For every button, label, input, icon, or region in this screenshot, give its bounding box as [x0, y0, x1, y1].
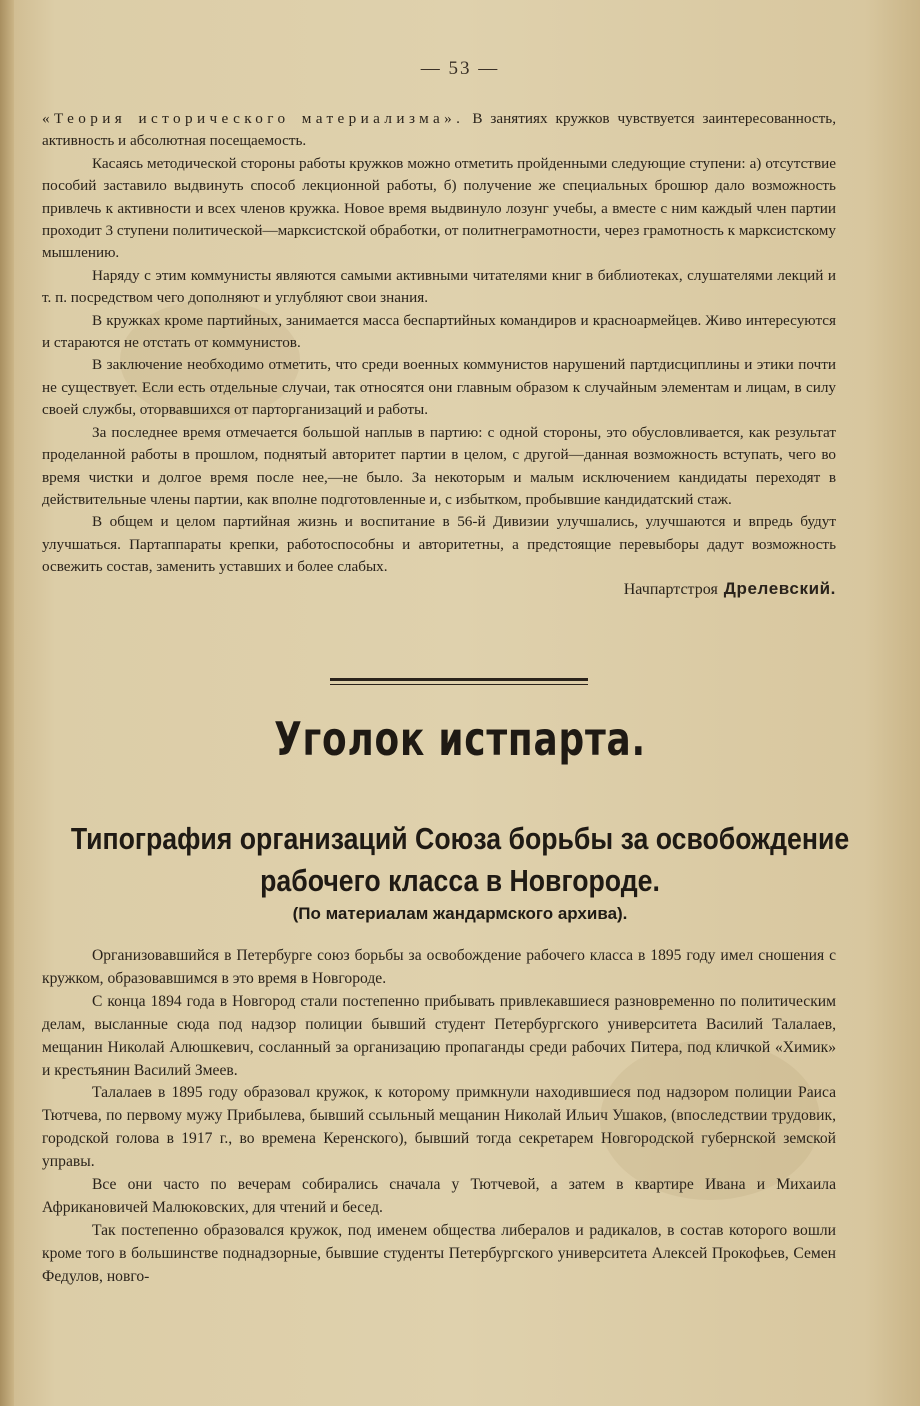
paragraph: С конца 1894 года в Новгород стали постепенно прибывать привлекавшиеся разновременно по политическим делам, высланные сюда под надзор полиции бывший студент Петербургского университета Василий Талалаев, мещанин Николай Алюшкевич, сосланный за организацию пропаганды среди рабочих Питера, под кличкой «Химик» и крестьянин Василий Змеев. — [42, 992, 836, 1079]
paragraph: Касаясь методической стороны работы кружков можно отметить пройденными следующие ступени: а) отсутствие пособий заставило выдвинуть способ лекционной работы, б) получение же специальных брошюр дало возможность привлечь к активности и всех членов кружка. Новое время выдвинуло лозунг учебы, а вместе с ним каждый член партии проходит 3 ступени политической—марксистской обработки, от политнеграмотности, через грамотность к марксистскому мышлению. — [42, 154, 836, 262]
paragraph: Наряду с этим коммунисты являются самыми активными читателями книг в библиотеках, слушателями лекций и т. п. посредством чего дополняют и углубляют свои знания. — [42, 266, 836, 307]
article-subtitle: (По материалам жандармского архива). — [292, 904, 628, 923]
section-divider-thin — [330, 684, 588, 685]
paragraph: В кружках кроме партийных, занимается масса беспартийных командиров и красноармейцев. Живо интересуются и стараются не отстать от коммунистов. — [42, 311, 836, 352]
paragraph: В общем и целом партийная жизнь и воспитание в 56-й Дивизии улучшались, улучшаются и впредь будут улучшаться. Партаппараты крепки, работоспособны и авторитетны, а предстоящие перевыборы дадут возможность освежить состав, заменить уставших и более слабых. — [42, 513, 836, 576]
article-title — [0, 818, 920, 902]
article-title-line-1: Типография организаций Союза борьбы за освобождение — [70, 821, 850, 856]
page-edge-shadow — [0, 0, 14, 1406]
page-number: — 53 — — [420, 58, 500, 79]
report-ending-section — [42, 108, 836, 599]
section-divider — [330, 678, 588, 681]
paragraph: В заключение необходимо отметить, что среди военных коммунистов нарушений партдисциплины и этики почти не существует. Если есть отдельные случаи, так относятся они главным образом к случайным элементам и лицам, в силу своей службы, оторвавшихся от парторганизаций и работы. — [42, 356, 836, 419]
paragraph: Организовавшийся в Петербурге союз борьбы за освобождение рабочего класса в 1895 году имел сношения с кружком, образовавшимся в это время в Новгороде. — [42, 947, 836, 987]
quoted-title: «Теория исторического материализма». — [42, 110, 465, 127]
article-title-line-2: рабочего класса в Новгороде. — [260, 863, 660, 898]
paragraph: Все они часто по вечерам собирались сначала у Тютчевой, а затем в квартире Ивана и Михаила Африкановичей Малюковских, для чтений и бесед. — [42, 1176, 836, 1216]
signature-line — [42, 579, 836, 599]
signer-name: Дрелевский. — [723, 578, 836, 598]
article-body — [42, 945, 836, 1289]
paragraph-text: В занятиях кружков чувствуется заинтересованность, активность и абсолютная посещаемость. — [42, 110, 836, 150]
paragraph: Талалаев в 1895 году образовал кружок, к которому примкнули находившиеся под надзором полиции Раиса Тютчева, по первому мужу Прибылева, бывший ссыльный мещанин Николай Ильич Ушаков, (впоследствии трудовик, городской голова в 1917 г., во времена Керенского), бывший тогда секретарем Новгородской губернской земской управы. — [42, 1084, 836, 1171]
paragraph: Так постепенно образовался кружок, под именем общества либералов и радикалов, в состав которого вошли кроме того в большинстве поднадзорные, бывшие студенты Петербургского университета Алексей Прокофьев, Семен Федулов, новго- — [42, 1221, 836, 1285]
section-heading: Уголок истпарта. — [274, 712, 646, 766]
paragraph — [42, 108, 836, 153]
signer-role: Начпартстроя — [623, 580, 718, 598]
paragraph: За последнее время отмечается большой наплыв в партию: с одной стороны, это обусловливается, как результат проделанной работы в прошлом, поднятый авторитет партии в целом, с другой—данная возможность вступать, чего во время чистки и долгое время после нее,—не было. За некоторым и малым исключением кандидаты переходят в действительные члены партии, как вполне подготовленные и, с избытком, пробывшие кандидатский стаж. — [42, 423, 836, 508]
